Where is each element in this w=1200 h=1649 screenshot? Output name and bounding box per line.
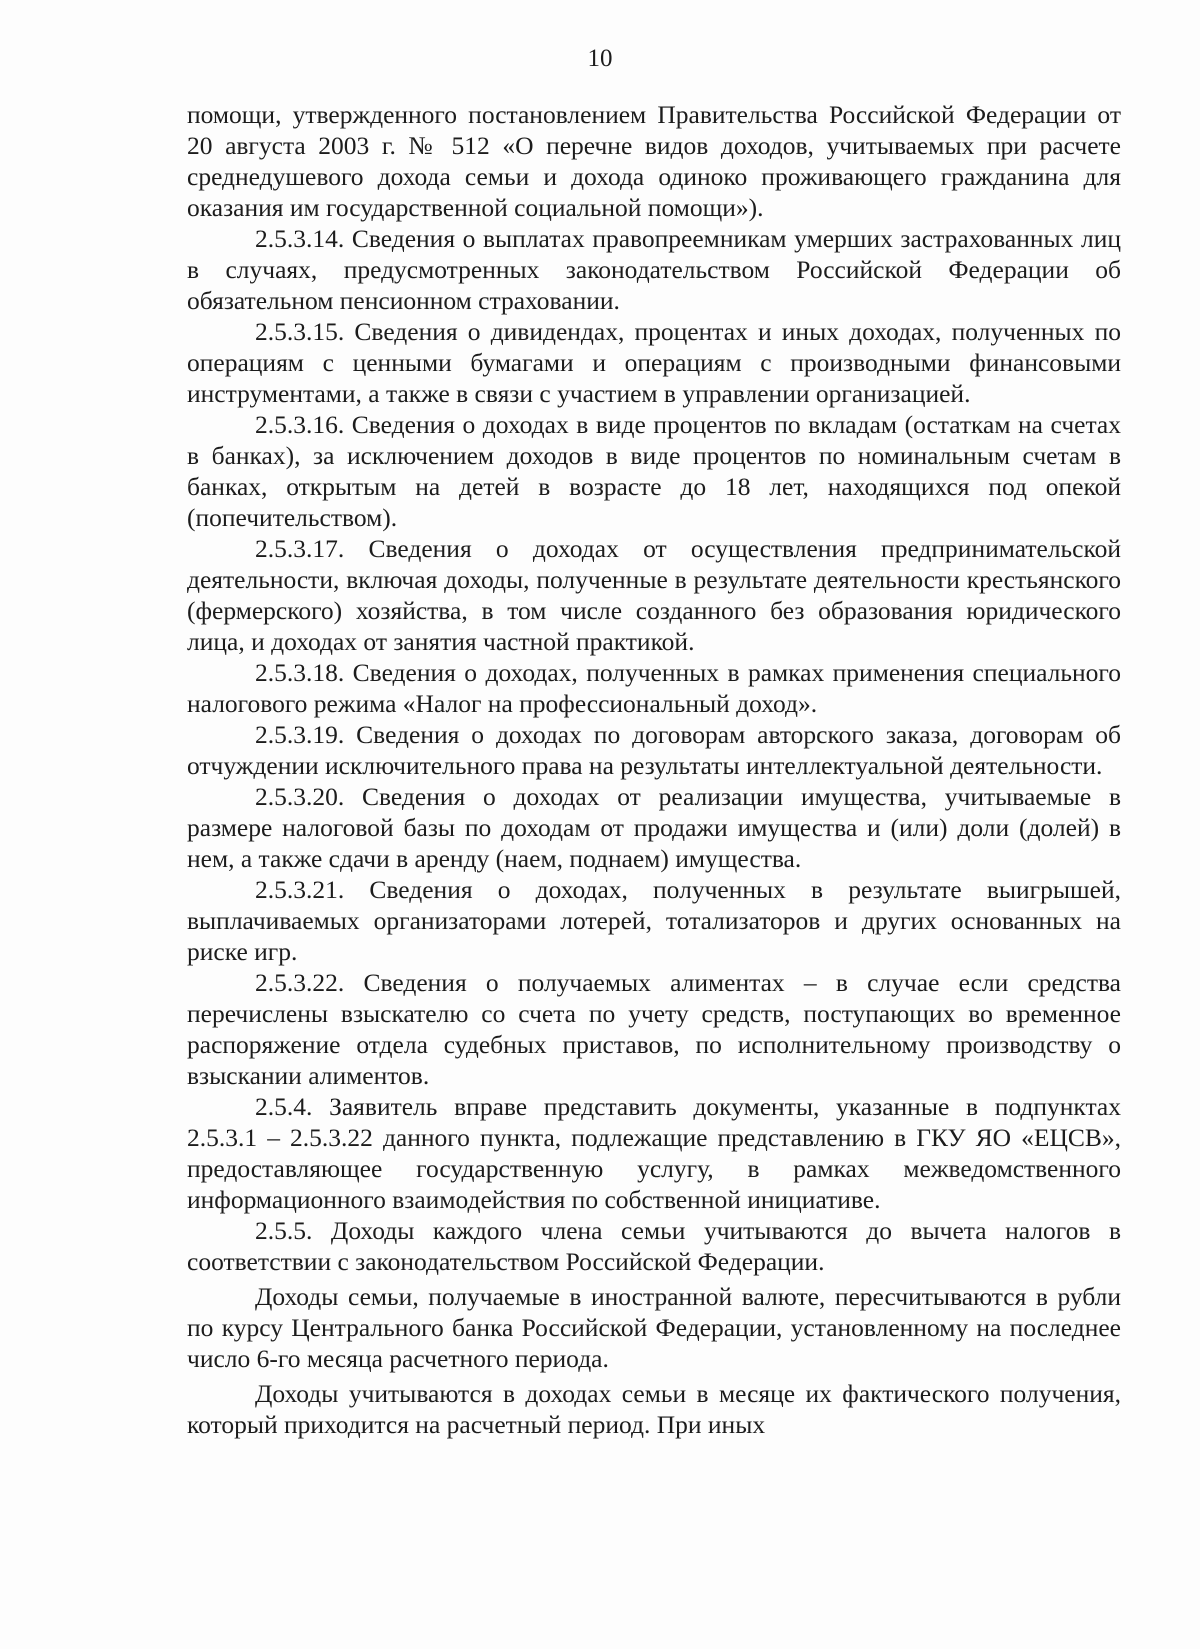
paragraph-2-5-3-17: 2.5.3.17. Сведения о доходах от осуществления предпринимательской деятельности, включая доходы, полученные в результате деятельности крестьянского (фермерского) хозяйства, в том числе созданного без образования юридического лица, и доходах от занятия частной практикой. xyxy=(187,534,1121,656)
page-number: 10 xyxy=(587,45,613,72)
paragraph-2-5-3-21: 2.5.3.21. Сведения о доходах, полученных в результате выигрышей, выплачиваемых организаторами лотерей, тотализаторов и других основанных на риске игр. xyxy=(187,875,1121,966)
paragraph-2-5-3-16: 2.5.3.16. Сведения о доходах в виде процентов по вкладам (остаткам на счетах в банках), за исключением доходов в виде процентов по номинальным счетам в банках, открытым на детей в возрасте до 18 лет, находящихся под опекой (попечительством). xyxy=(187,410,1121,532)
paragraph-2-5-3-18: 2.5.3.18. Сведения о доходах, полученных в рамках применения специального налогового режима «Налог на профессиональный доход». xyxy=(187,658,1121,718)
paragraph-income-accounting: Доходы учитываются в доходах семьи в месяце их фактического получения, который приходится на расчетный период. При иных xyxy=(187,1379,1121,1439)
paragraph-continuation: помощи, утвержденного постановлением Правительства Российской Федерации от 20 августа 2003 г. № 512 «О перечне видов доходов, учитываемых при расчете среднедушевого дохода семьи и дохода одиноко проживающего гражданина для оказания им государственной социальной помощи»). xyxy=(187,100,1121,222)
paragraph-2-5-3-19: 2.5.3.19. Сведения о доходах по договорам авторского заказа, договорам об отчуждении исключительного права на результаты интеллектуальной деятельности. xyxy=(187,720,1121,780)
paragraph-foreign-currency: Доходы семьи, получаемые в иностранной валюте, пересчитываются в рубли по курсу Центрального банка Российской Федерации, установленному на последнее число 6-го месяца расчетного периода. xyxy=(187,1282,1121,1373)
document-body xyxy=(187,99,1121,1440)
paragraph-2-5-3-20: 2.5.3.20. Сведения о доходах от реализации имущества, учитываемые в размере налоговой базы по доходам от продажи имущества и (или) доли (долей) в нем, а также сдачи в аренду (наем, поднаем) имущества. xyxy=(187,782,1121,873)
paragraph-2-5-4: 2.5.4. Заявитель вправе представить документы, указанные в подпунктах 2.5.3.1 – 2.5.3.22 данного пункта, подлежащие представлению в ГКУ ЯО «ЕЦСВ», предоставляющее государственную услугу, в рамках межведомственного информационного взаимодействия по собственной инициативе. xyxy=(187,1092,1121,1214)
paragraph-2-5-3-15: 2.5.3.15. Сведения о дивидендах, процентах и иных доходах, полученных по операциям с ценными бумагами и операциям с производными финансовыми инструментами, а также в связи с участием в управлении организацией. xyxy=(187,317,1121,408)
paragraph-2-5-5: 2.5.5. Доходы каждого члена семьи учитываются до вычета налогов в соответствии с законодательством Российской Федерации. xyxy=(187,1216,1121,1276)
paragraph-2-5-3-22: 2.5.3.22. Сведения о получаемых алиментах – в случае если средства перечислены взыскателю со счета по учету средств, поступающих во временное распоряжение отдела судебных приставов, по исполнительному производству о взыскании алиментов. xyxy=(187,968,1121,1090)
paragraph-2-5-3-14: 2.5.3.14. Сведения о выплатах правопреемникам умерших застрахованных лиц в случаях, предусмотренных законодательством Российской Федерации об обязательном пенсионном страховании. xyxy=(187,224,1121,315)
